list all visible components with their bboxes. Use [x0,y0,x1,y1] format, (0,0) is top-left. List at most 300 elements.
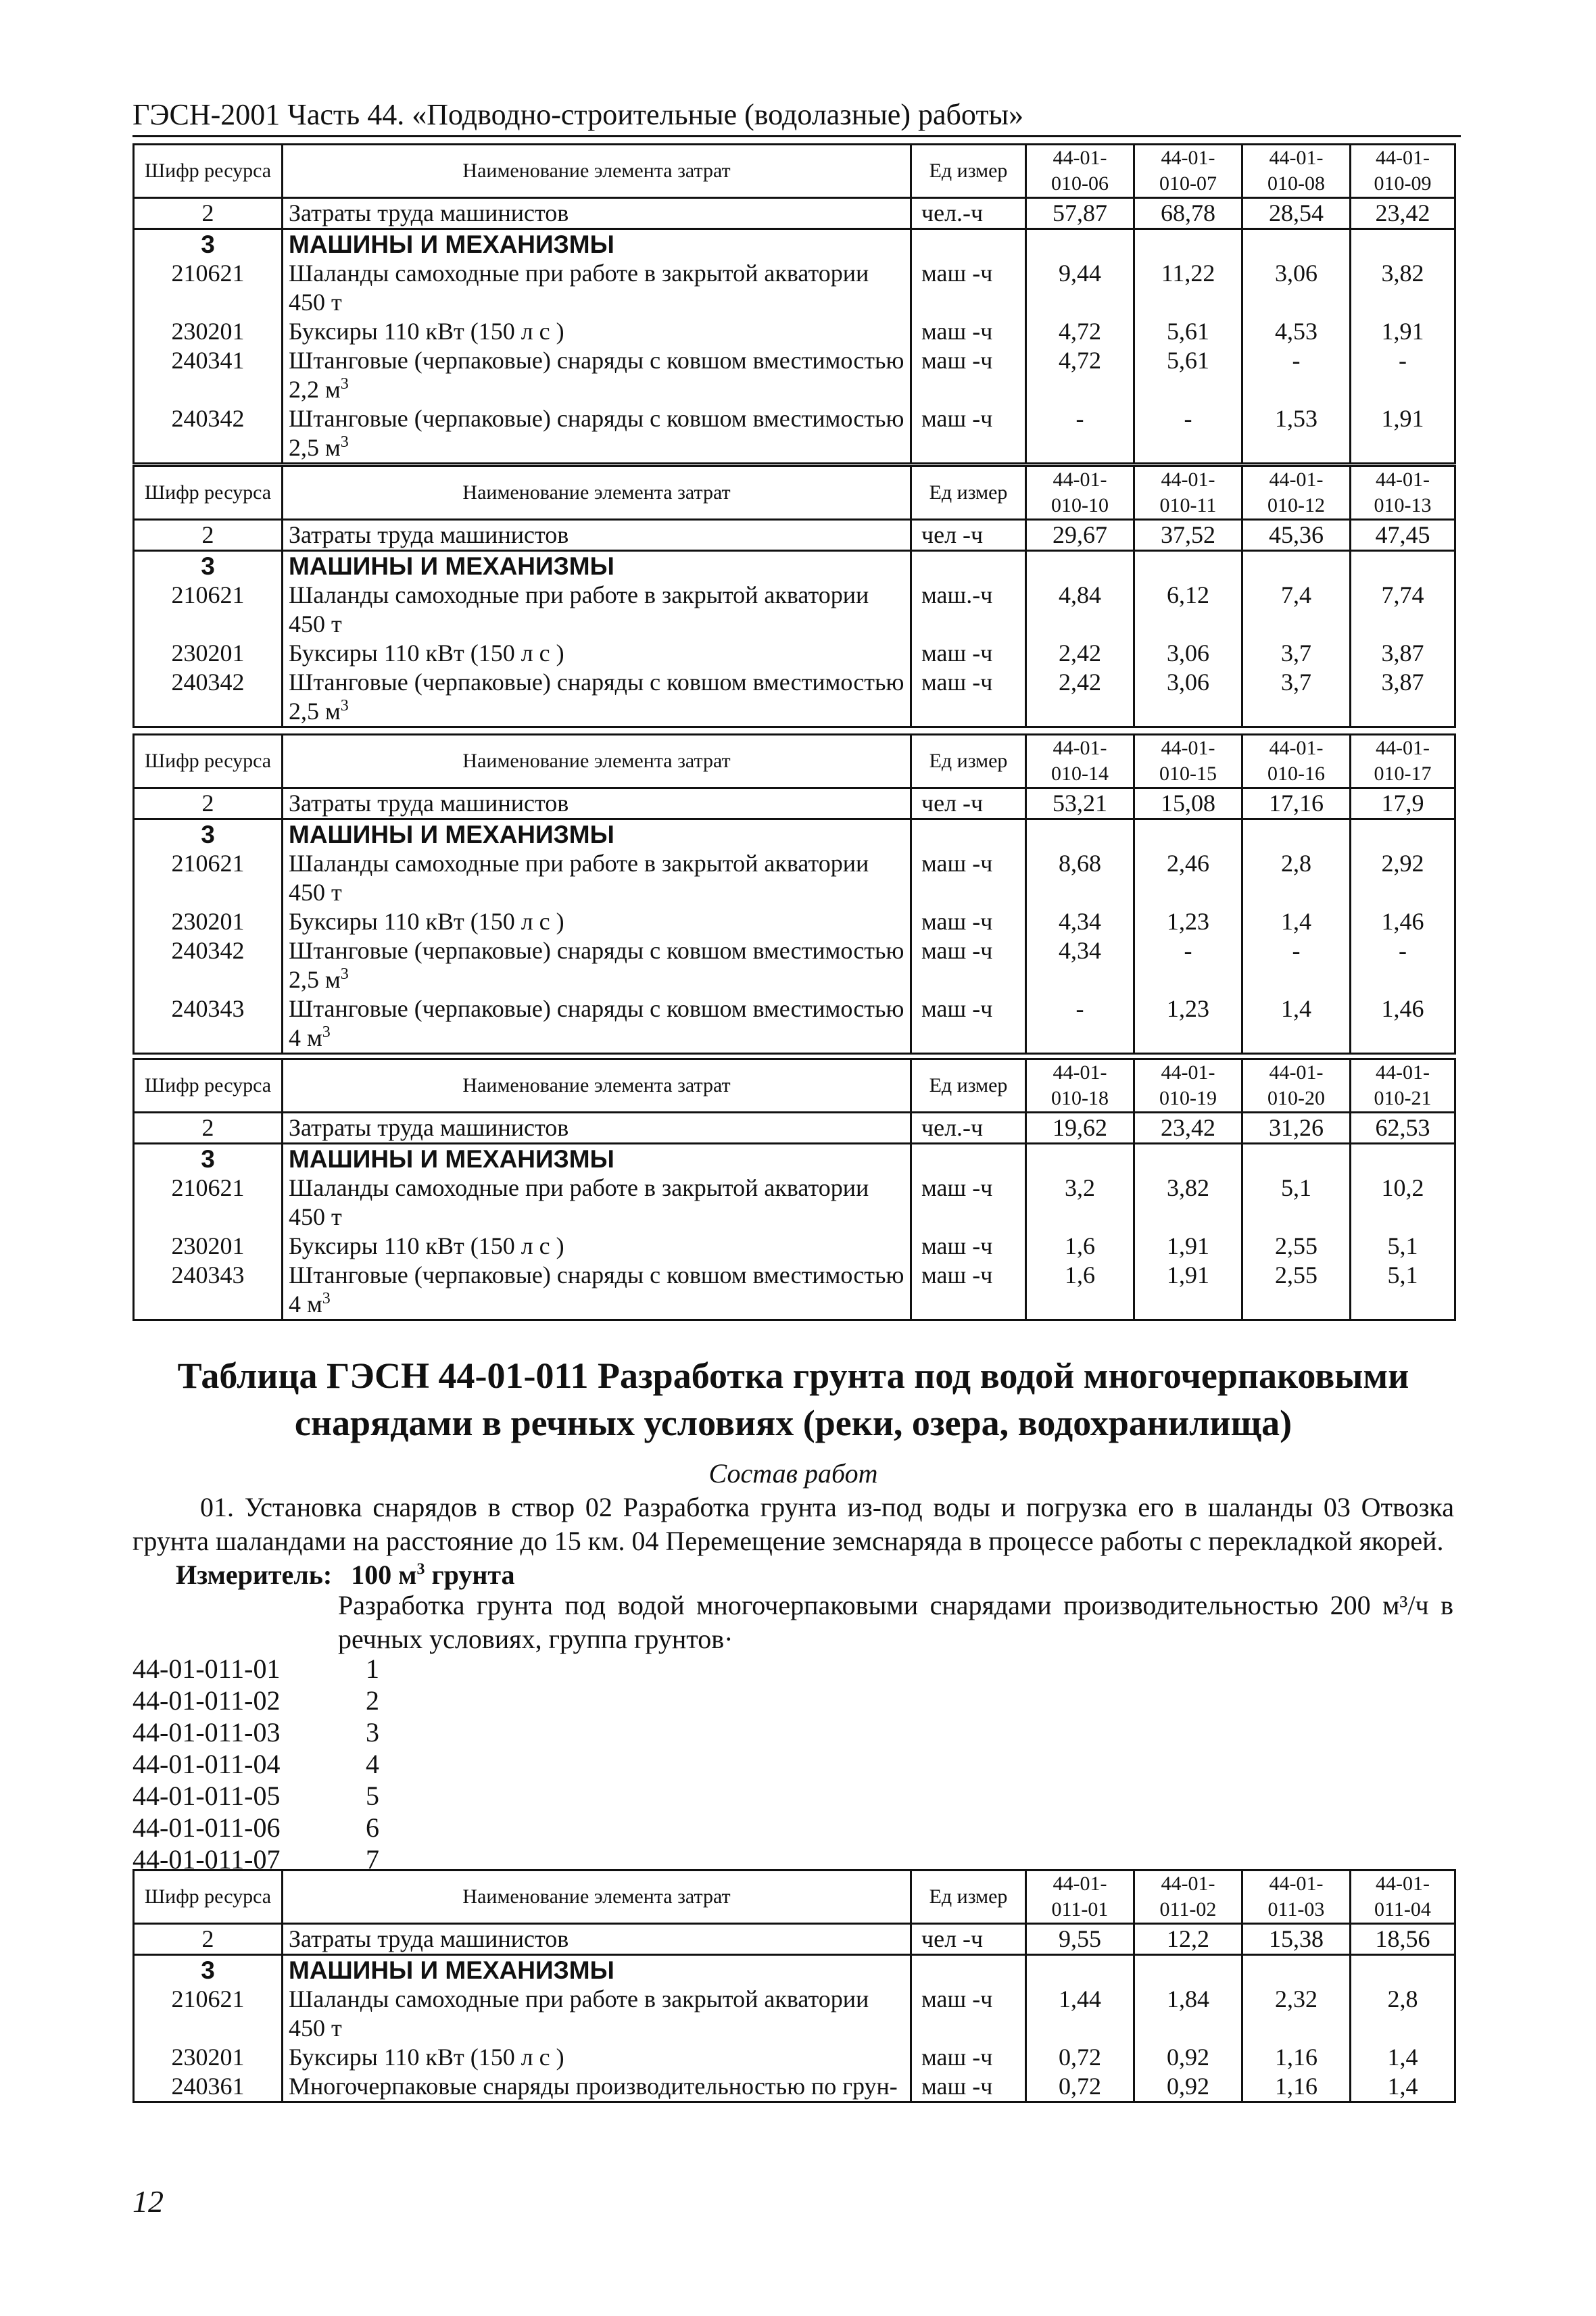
cost-element-name: Затраты труда машинистов [283,788,911,819]
table-row [134,404,1455,464]
section-title: МАШИНЫ И МЕХАНИЗМЫ [283,819,911,850]
value-cell: 17,16 [1242,788,1351,819]
value-cell: 4,72 [1026,346,1134,404]
value-cell: 8,68 [1026,849,1134,907]
soil-group: 2 [366,1685,379,1716]
resource-code: 240341 [134,346,283,404]
empty-cell [1242,819,1351,850]
measure-label: Измеритель: [176,1560,333,1590]
unit-cell: маш -ч [911,639,1026,668]
value-cell: 1,44 [1026,1985,1134,2043]
value-cell: 37,52 [1134,520,1242,551]
value-cell: 3,87 [1351,639,1455,668]
norm-code-row [132,1843,379,1875]
col-header-norm: 44-01- 010-06 [1026,145,1134,198]
col-header-norm: 44-01- 010-11 [1134,466,1242,520]
unit-cell: маш -ч [911,259,1026,317]
measure-sup: 3 [416,1560,425,1578]
value-cell: 12,2 [1134,1924,1242,1955]
col-header-norm: 44-01- 011-04 [1351,1871,1455,1924]
norm-code: 44-01-011-06 [132,1812,281,1843]
col-header-name: Наименование элемента затрат [283,1871,911,1924]
value-cell: 2,8 [1242,849,1351,907]
section-code: 3 [134,551,283,581]
section-title: МАШИНЫ И МЕХАНИЗМЫ [283,551,911,581]
section-row [134,819,1455,850]
page-number: 12 [132,2184,164,2219]
value-cell: 3,06 [1134,668,1242,727]
value-cell: - [1026,404,1134,464]
value-cell: 1,23 [1134,994,1242,1054]
value-cell: - [1134,936,1242,994]
value-cell: - [1134,404,1242,464]
value-cell: 15,08 [1134,788,1242,819]
value-cell: 9,44 [1026,259,1134,317]
norm-table [132,733,1456,1055]
table-row [134,346,1455,404]
unit-cell: чел.-ч [911,1113,1026,1144]
resource-code: 210621 [134,849,283,907]
col-header-norm: 44-01- 010-08 [1242,145,1351,198]
table-row [134,639,1455,668]
value-cell: 2,55 [1242,1261,1351,1320]
col-header-code: Шифр ресурса [134,145,283,198]
section-row [134,1144,1455,1174]
table-row [134,1261,1455,1320]
work-composition-heading: Состав работ [708,1458,878,1489]
soil-group: 1 [366,1654,379,1684]
resource-code: 2 [134,1113,283,1144]
unit-cell: маш -ч [911,1985,1026,2043]
empty-cell [1351,1144,1455,1174]
unit-cell: чел -ч [911,788,1026,819]
value-cell: 23,42 [1351,198,1455,229]
cost-element-name [283,936,911,994]
empty-cell [911,1955,1026,1985]
value-cell: 1,46 [1351,994,1455,1054]
empty-cell [911,1144,1026,1174]
value-cell: 1,46 [1351,907,1455,936]
col-header-unit: Ед измер [911,1059,1026,1113]
value-cell: 11,22 [1134,259,1242,317]
value-cell: 1,16 [1242,2043,1351,2072]
col-header-norm: 44-01- 010-07 [1134,145,1242,198]
cost-element-name [283,2072,911,2102]
resource-code: 2 [134,1924,283,1955]
measure-unit [176,1558,515,1592]
norm-code-row [132,1716,379,1748]
value-cell: 0,72 [1026,2043,1134,2072]
value-cell: 0,92 [1134,2043,1242,2072]
resource-code: 2 [134,198,283,229]
value-cell: 1,23 [1134,907,1242,936]
norm-code-row [132,1685,379,1716]
soil-group: 6 [366,1812,379,1843]
norm-code-row [132,1780,379,1812]
value-cell: 4,72 [1026,317,1134,346]
cost-element-name [283,317,911,346]
empty-cell [911,551,1026,581]
norm-table [132,1869,1456,2103]
table-header-row [134,735,1455,788]
value-cell: 1,91 [1351,317,1455,346]
table-row [134,1924,1455,1955]
cost-element-text: Буксиры 110 кВт (150 л с ) [289,2044,564,2071]
value-cell: 19,62 [1026,1113,1134,1144]
resource-code: 240361 [134,2072,283,2102]
table-row [134,907,1455,936]
cost-element-name [283,404,911,464]
resource-code: 210621 [134,259,283,317]
value-cell: 28,54 [1242,198,1351,229]
unit-cell: маш -ч [911,1174,1026,1232]
col-header-norm: 44-01- 010-16 [1242,735,1351,788]
resource-code: 240343 [134,1261,283,1320]
section-code: 3 [134,229,283,260]
col-header-norm: 44-01- 010-13 [1351,466,1455,520]
value-cell: 29,67 [1026,520,1134,551]
value-cell: 1,91 [1351,404,1455,464]
value-cell: 0,72 [1026,2072,1134,2102]
value-cell: 5,1 [1242,1174,1351,1232]
soil-group: 7 [366,1844,379,1875]
norm-code-row [132,1812,379,1843]
value-cell: 5,1 [1351,1261,1455,1320]
measure-suffix: грунта [425,1560,515,1590]
soil-group: 5 [366,1781,379,1811]
unit-cell: маш -ч [911,317,1026,346]
col-header-norm: 44-01- 010-18 [1026,1059,1134,1113]
cost-element-name: Затраты труда машинистов [283,1924,911,1955]
norm-code-row [132,1748,379,1780]
cost-element-name [283,2043,911,2072]
table-header-row [134,466,1455,520]
unit-cell: маш -ч [911,994,1026,1054]
value-cell: - [1351,346,1455,404]
empty-cell [911,819,1026,850]
col-header-code: Шифр ресурса [134,1871,283,1924]
value-cell: 4,53 [1242,317,1351,346]
cost-element-text: Штанговые (черпаковые) снаряды с ковшом вместимостью 2,5 м [289,937,904,993]
work-composition-text: 01. Установка снарядов в створ 02 Разработка грунта из-под воды и погрузка его в шаланды 03 Отвозка грунта шаландами на расстояние до 15 км. 04 Перемещение земснаряда в процессе работы с перекладкой якорей. [132,1492,1454,1556]
table-row [134,936,1455,994]
empty-cell [1242,1144,1351,1174]
running-header: ГЭСН-2001 Часть 44. «Подводно-строительные (водолазные) работы» [132,98,1024,131]
col-header-norm: 44-01- 010-17 [1351,735,1455,788]
cost-element-text: Шаланды самоходные при работе в закрытой акватории 450 т [289,850,869,906]
value-cell: 2,32 [1242,1985,1351,2043]
col-header-unit: Ед измер [911,735,1026,788]
value-cell: 1,4 [1242,907,1351,936]
table-row [134,198,1455,229]
empty-cell [1026,1144,1134,1174]
col-header-norm: 44-01- 011-01 [1026,1871,1134,1924]
col-header-norm: 44-01- 010-09 [1351,145,1455,198]
col-header-norm: 44-01- 010-12 [1242,466,1351,520]
value-cell: 5,61 [1134,317,1242,346]
cost-element-text: Буксиры 110 кВт (150 л с ) [289,318,564,345]
empty-cell [1134,229,1242,260]
resource-code: 240342 [134,936,283,994]
unit-cell: чел -ч [911,1924,1026,1955]
value-cell: 3,7 [1242,639,1351,668]
table-row [134,259,1455,317]
empty-cell [1351,1955,1455,1985]
value-cell: 1,53 [1242,404,1351,464]
section-row [134,551,1455,581]
value-cell: 9,55 [1026,1924,1134,1955]
cost-element-name: Затраты труда машинистов [283,520,911,551]
unit-cell: маш -ч [911,668,1026,727]
unit-superscript: 3 [340,965,349,983]
value-cell: 3,87 [1351,668,1455,727]
col-header-unit: Ед измер [911,1871,1026,1924]
table-row [134,1985,1455,2043]
value-cell: - [1242,346,1351,404]
cost-element-name [283,1174,911,1232]
col-header-name: Наименование элемента затрат [283,466,911,520]
cost-element-name [283,1261,911,1320]
cost-element-text: Многочерпаковые снаряды производительностью по грун- [289,2073,898,2100]
value-cell: 1,4 [1242,994,1351,1054]
value-cell: 3,82 [1134,1174,1242,1232]
cost-element-name [283,259,911,317]
empty-cell [1242,1955,1351,1985]
table-row [134,994,1455,1054]
section-code: 3 [134,1955,283,1985]
header-rule [132,135,1461,137]
table-row [134,1113,1455,1144]
empty-cell [1134,1144,1242,1174]
col-header-norm: 44-01- 010-21 [1351,1059,1455,1113]
unit-cell: маш -ч [911,2072,1026,2102]
value-cell: 62,53 [1351,1113,1455,1144]
empty-cell [1026,1955,1134,1985]
value-cell: 3,2 [1026,1174,1134,1232]
cost-element-text: Штанговые (черпаковые) снаряды с ковшом вместимостью 4 м [289,995,904,1051]
unit-superscript: 3 [322,1290,331,1307]
cost-element-text: Буксиры 110 кВт (150 л с ) [289,1232,564,1259]
cost-element-name [283,1985,911,2043]
unit-superscript: 3 [322,1023,331,1041]
cost-element-text: Штанговые (черпаковые) снаряды с ковшом вместимостью 4 м [289,1261,904,1318]
unit-cell: маш -ч [911,404,1026,464]
value-cell: 5,61 [1134,346,1242,404]
empty-cell [1134,551,1242,581]
section-title: МАШИНЫ И МЕХАНИЗМЫ [283,1955,911,1985]
resource-code: 240342 [134,668,283,727]
value-cell: 2,42 [1026,668,1134,727]
section-code: 3 [134,1144,283,1174]
resource-code: 240343 [134,994,283,1054]
cost-element-name [283,1232,911,1261]
value-cell: 5,1 [1351,1232,1455,1261]
unit-superscript: 3 [340,433,349,451]
value-cell: 3,7 [1242,668,1351,727]
cost-element-text: Шаланды самоходные при работе в закрытой акватории 450 т [289,1985,869,2042]
table-row [134,2072,1455,2102]
cost-element-text: Шаланды самоходные при работе в закрытой акватории 450 т [289,1174,869,1230]
value-cell: 47,45 [1351,520,1455,551]
value-cell: 7,74 [1351,581,1455,639]
col-header-name: Наименование элемента затрат [283,735,911,788]
value-cell: 2,8 [1351,1985,1455,2043]
table-header-row [134,145,1455,198]
cost-element-text: Шаланды самоходные при работе в закрытой акватории 450 т [289,581,869,637]
cost-element-text: Шаланды самоходные при работе в закрытой акватории 450 т [289,260,869,316]
col-header-unit: Ед измер [911,466,1026,520]
unit-cell: маш -ч [911,2043,1026,2072]
value-cell: 1,91 [1134,1261,1242,1320]
table-header-row [134,1059,1455,1113]
value-cell: 1,84 [1134,1985,1242,2043]
col-header-norm: 44-01- 010-15 [1134,735,1242,788]
unit-cell: чел.-ч [911,198,1026,229]
value-cell: 2,46 [1134,849,1242,907]
unit-superscript: 3 [340,697,349,715]
value-cell: 6,12 [1134,581,1242,639]
value-cell: 23,42 [1134,1113,1242,1144]
empty-cell [1026,229,1134,260]
value-cell: 15,38 [1242,1924,1351,1955]
cost-element-name: Затраты труда машинистов [283,1113,911,1144]
resource-code: 230201 [134,2043,283,2072]
value-cell: 1,4 [1351,2043,1455,2072]
unit-cell: маш -ч [911,1261,1026,1320]
soil-group: 4 [366,1749,379,1779]
unit-cell: маш -ч [911,936,1026,994]
value-cell: 4,84 [1026,581,1134,639]
resource-code: 230201 [134,1232,283,1261]
col-header-name: Наименование элемента затрат [283,1059,911,1113]
col-header-norm: 44-01- 010-20 [1242,1059,1351,1113]
norm-code: 44-01-011-04 [132,1749,281,1779]
norm-table [132,465,1456,728]
work-description: Разработка грунта под водой многочерпаковыми снарядами производительностью 200 м³/ч в речных условиях, группа грунтов· [338,1590,1453,1654]
col-header-norm: 44-01- 010-10 [1026,466,1134,520]
value-cell: 3,82 [1351,259,1455,317]
table-row [134,581,1455,639]
col-header-norm: 44-01- 011-02 [1134,1871,1242,1924]
empty-cell [1242,551,1351,581]
empty-cell [1134,819,1242,850]
empty-cell [911,229,1026,260]
value-cell: 2,42 [1026,639,1134,668]
empty-cell [1351,229,1455,260]
value-cell: 4,34 [1026,936,1134,994]
unit-cell: маш -ч [911,346,1026,404]
cost-element-text: Буксиры 110 кВт (150 л с ) [289,908,564,935]
unit-cell: чел -ч [911,520,1026,551]
norm-code: 44-01-011-01 [132,1654,281,1684]
value-cell: 68,78 [1134,198,1242,229]
value-cell: 1,91 [1134,1232,1242,1261]
cost-element-name: Затраты труда машинистов [283,198,911,229]
table-row [134,2043,1455,2072]
empty-cell [1351,819,1455,850]
value-cell: 17,9 [1351,788,1455,819]
cost-element-text: Штанговые (черпаковые) снаряды с ковшом вместимостью 2,5 м [289,669,904,725]
value-cell: - [1242,936,1351,994]
value-cell: 57,87 [1026,198,1134,229]
measure-value: 100 м [351,1560,417,1590]
section-title: МАШИНЫ И МЕХАНИЗМЫ [283,229,911,260]
resource-code: 2 [134,788,283,819]
resource-code: 230201 [134,639,283,668]
value-cell: 45,36 [1242,520,1351,551]
value-cell: 3,06 [1242,259,1351,317]
table-row [134,520,1455,551]
resource-code: 2 [134,520,283,551]
col-header-code: Шифр ресурса [134,735,283,788]
value-cell: 3,06 [1134,639,1242,668]
cost-element-name [283,907,911,936]
col-header-name: Наименование элемента затрат [283,145,911,198]
table-row [134,1232,1455,1261]
resource-code: 210621 [134,581,283,639]
section-code: 3 [134,819,283,850]
value-cell: 1,16 [1242,2072,1351,2102]
col-header-norm: 44-01- 011-03 [1242,1871,1351,1924]
value-cell: 10,2 [1351,1174,1455,1232]
unit-cell: маш -ч [911,1232,1026,1261]
section-row [134,229,1455,260]
cost-element-name [283,994,911,1054]
value-cell: 18,56 [1351,1924,1455,1955]
empty-cell [1026,819,1134,850]
value-cell: 1,6 [1026,1232,1134,1261]
unit-superscript: 3 [340,375,349,393]
table-row [134,849,1455,907]
table-row [134,668,1455,727]
norm-code-list [132,1653,379,1875]
section-title: МАШИНЫ И МЕХАНИЗМЫ [283,1144,911,1174]
cost-element-name [283,346,911,404]
col-header-norm: 44-01- 010-14 [1026,735,1134,788]
resource-code: 210621 [134,1174,283,1232]
cost-element-name [283,639,911,668]
resource-code: 210621 [134,1985,283,2043]
value-cell: 7,4 [1242,581,1351,639]
value-cell: 1,4 [1351,2072,1455,2102]
norm-code: 44-01-011-07 [132,1844,281,1875]
value-cell: 1,6 [1026,1261,1134,1320]
resource-code: 230201 [134,907,283,936]
table-row [134,788,1455,819]
value-cell: 31,26 [1242,1113,1351,1144]
empty-cell [1351,551,1455,581]
value-cell: 2,92 [1351,849,1455,907]
col-header-code: Шифр ресурса [134,466,283,520]
cost-element-text: Штанговые (черпаковые) снаряды с ковшом вместимостью 2,5 м [289,405,904,461]
cost-element-name [283,849,911,907]
value-cell: 53,21 [1026,788,1134,819]
value-cell: 4,34 [1026,907,1134,936]
norm-code: 44-01-011-02 [132,1685,281,1716]
cost-element-text: Штанговые (черпаковые) снаряды с ковшом вместимостью 2,2 м [289,347,904,403]
soil-group: 3 [366,1717,379,1747]
value-cell: 2,55 [1242,1232,1351,1261]
table-header-row [134,1871,1455,1924]
value-cell: - [1351,936,1455,994]
value-cell: - [1026,994,1134,1054]
col-header-unit: Ед измер [911,145,1026,198]
section-row [134,1955,1455,1985]
unit-cell: маш -ч [911,907,1026,936]
col-header-norm: 44-01- 010-19 [1134,1059,1242,1113]
norm-code: 44-01-011-03 [132,1717,281,1747]
cost-element-name [283,668,911,727]
